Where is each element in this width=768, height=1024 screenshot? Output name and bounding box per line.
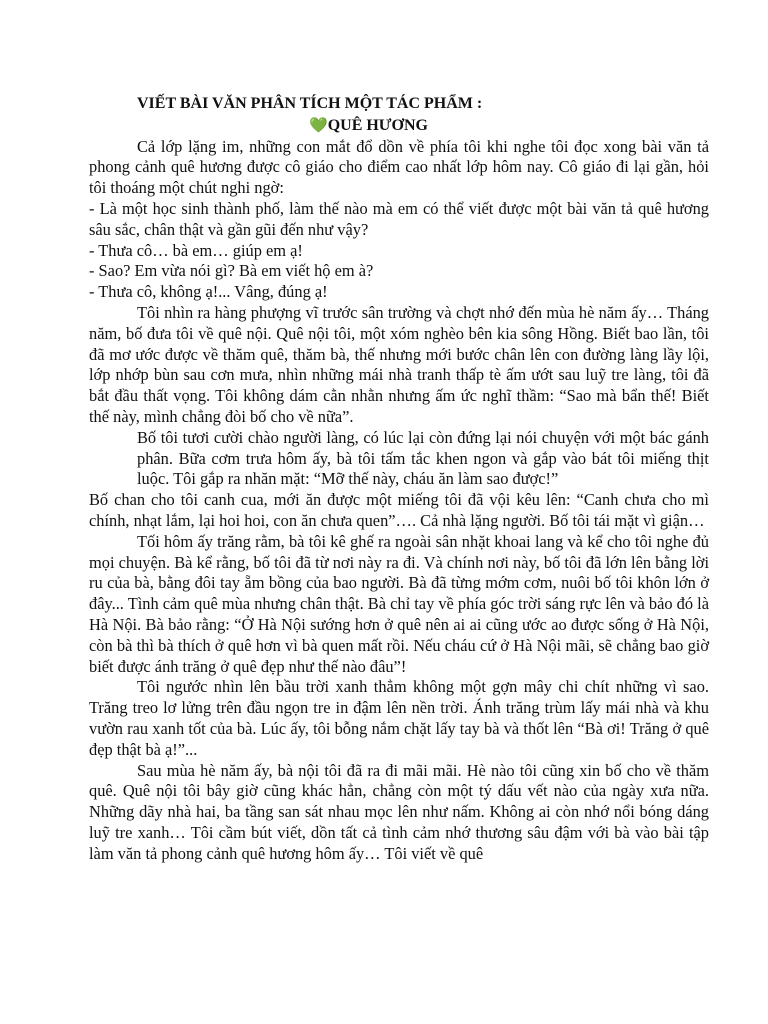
dialogue-line: - Là một học sinh thành phố, làm thế nào mà em có thể viết được một bài văn tả quê hương sâu sắc, chân thật và gần gũi đến như vậy? [89, 198, 709, 239]
green-heart-icon: 💚 [309, 115, 328, 134]
document-subtitle [89, 115, 709, 137]
paragraph-indented: Bố tôi tươi cười chào người làng, có lúc lại còn đứng lại nói chuyện với một bác gánh phân. Bữa cơm trưa hôm ấy, bà tôi tấm tắc khen ngon và gắp vào bát tôi miếng thịt luộc. Tôi gắp ra nhăn mặt: “Mỡ thế này, cháu ăn làm sao được!” [137, 427, 709, 489]
dialogue-line: - Thưa cô, không ạ!... Vâng, đúng ạ! [89, 282, 328, 302]
dialogue-line: - Sao? Em vừa nói gì? Bà em viết hộ em à? [89, 261, 374, 281]
dialogue-line: - Thưa cô… bà em… giúp em ạ! [89, 240, 303, 260]
subtitle-text: QUÊ HƯƠNG [327, 116, 428, 134]
document-title: VIẾT BÀI VĂN PHÂN TÍCH MỘT TÁC PHẨM : [137, 95, 483, 112]
paragraph: Cả lớp lặng im, những con mắt đổ dồn về phía tôi khi nghe tôi đọc xong bài văn tả phong cảnh quê hương được cô giáo cho điểm cao nhất lớp hôm nay. Cô giáo đi lại gần, hỏi tôi thoáng một chút nghi ngờ: [89, 136, 709, 198]
document-page [89, 94, 709, 864]
paragraph: Tôi nhìn ra hàng phượng vĩ trước sân trường và chợt nhớ đến mùa hè năm ấy… Tháng năm, bố đưa tôi về quê nội. Quê nội tôi, một xóm nghèo bên kia sông Hồng. Biết bao lần, tôi đã mơ ước được về thăm quê, thăm bà, thế nhưng mới bước chân lên con đường làng lầy lội, lớp nhớp bùn sau cơn mưa, nhìn những mái nhà tranh thấp tè ấm ướt sau luỹ tre làng, tôi đã bắt đầu thất vọng. Tôi không dám cằn nhằn nhưng ấm ức nghĩ thầm: “Sao mà bẩn thế! Biết thế này, mình chẳng đòi bố cho về nữa”. [89, 302, 709, 426]
paragraph: Tối hôm ấy trăng rằm, bà tôi kê ghế ra ngoài sân nhặt khoai lang và kể cho tôi nghe đủ mọi chuyện. Bà kể rằng, bố tôi đã từ nơi này ra đi. Và chính nơi này, bố tôi đã lớn lên bằng lời ru của bà, bằng đôi tay ẵm bồng của bao người. Bà đã từng mớm cơm, nuôi bố tôi khôn lớn ở đây... Tình cảm quê mùa nhưng chân thật. Bà chỉ tay về phía góc trời sáng rực lên và bảo đó là Hà Nội. Bà bảo rằng: “Ở Hà Nội sướng hơn ở quê nên ai ai cũng ước ao được sống ở Hà Nội, còn bà thì bà thích ở quê hơn vì bà quen mất rồi. Nếu cháu cứ ở Hà Nội mãi, sẽ chẳng bao giờ biết được ánh trăng ở quê đẹp như thế nào đâu”! [89, 531, 709, 676]
paragraph: Sau mùa hè năm ấy, bà nội tôi đã ra đi mãi mãi. Hè nào tôi cũng xin bố cho về thăm quê. Quê nội tôi bây giờ cũng khác hẳn, chẳng còn một tý dấu vết nào của ngày xưa nữa. Những dãy nhà hai, ba tầng san sát nhau mọc lên như nấm. Không ai còn nhớ nổi bóng dáng luỹ tre xanh… Tôi cầm bút viết, dồn tất cả tình cảm nhớ thương sâu đậm với bà vào bài tập làm văn tả phong cảnh quê hương hôm ấy… Tôi viết về quê [89, 760, 709, 863]
paragraph: Tôi ngước nhìn lên bầu trời xanh thẳm không một gợn mây chi chít những vì sao. Trăng treo lơ lửng trên đầu ngọn tre in đậm lên nền trời. Ánh trăng trùm lấy mái nhà và khu vườn rau xanh tốt của bà. Lúc ấy, tôi bỗng nắm chặt lấy tay bà và thốt lên “Bà ơi! Trăng ở quê đẹp thật bà ạ!”... [89, 677, 709, 759]
paragraph: Bố chan cho tôi canh cua, mới ăn được một miếng tôi đã vội kêu lên: “Canh chưa cho mì chính, nhạt lắm, lại hoi hoi, con ăn chưa quen”…. Cả nhà lặng người. Bố tôi tái mặt vì giận… [89, 490, 709, 530]
